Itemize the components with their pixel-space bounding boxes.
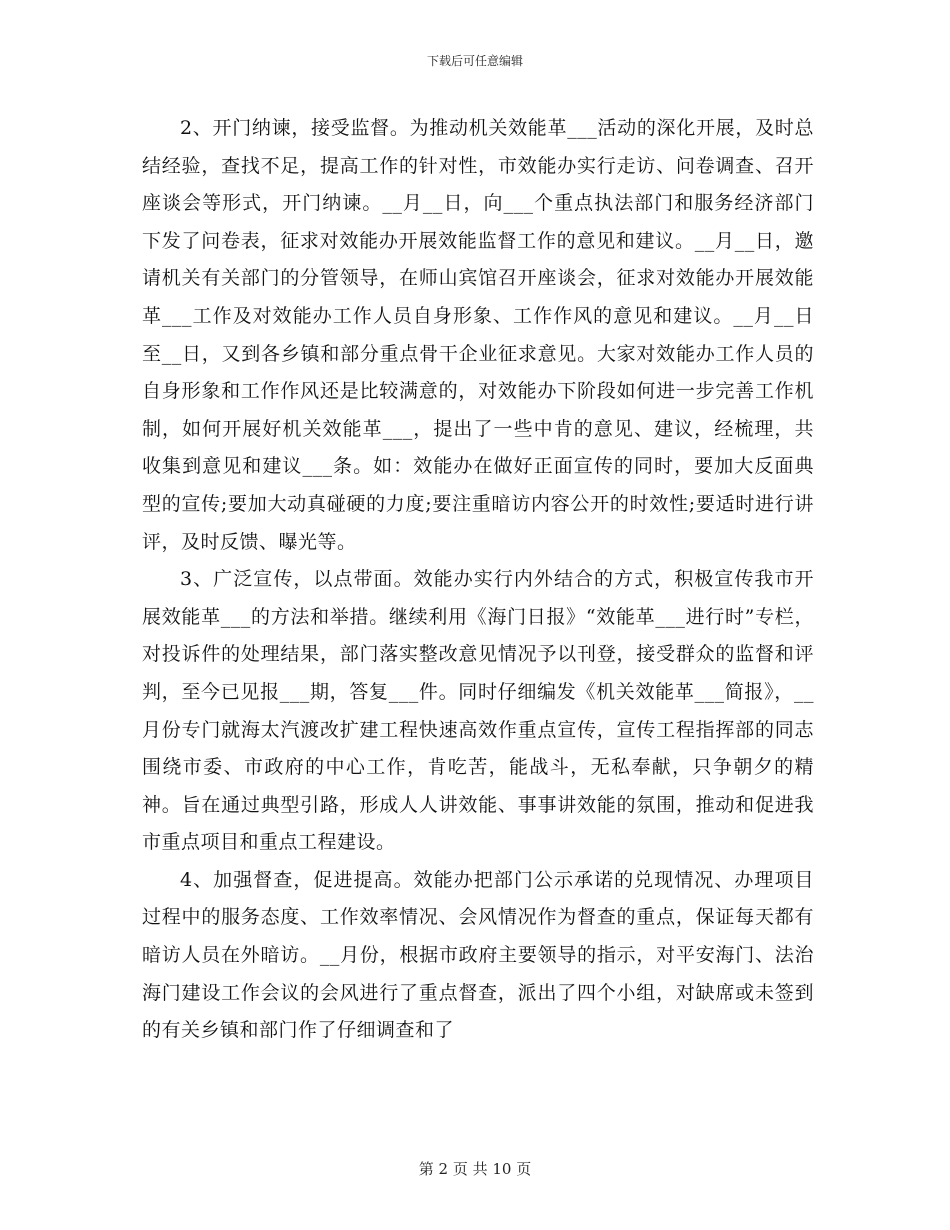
page-header-note: 下载后可任意编辑 xyxy=(426,54,523,68)
paragraph-section-4: 4、加强督查，促进提高。效能办把部门公示承诺的兑现情况、办理项目过程中的服务态度、工作效率情况、会风情况作为督查的重点，保证每天都有暗访人员在外暗访。__月份，根据市政府主要领导的指示，对平安海门、法治海门建设工作会议的会风进行了重点督查，派出了四个小组，对缺席或未签到的有关乡镇和部门作了仔细调查和了 xyxy=(142,868,814,1042)
paragraph-section-2: 2、开门纳谏，接受监督。为推动机关效能革___活动的深化开展，及时总结经验，查找不足，提高工作的针对性，市效能办实行走访、问卷调查、召开座谈会等形式，开门纳谏。__月__日，向___个重点执法部门和服务经济部门下发了问卷表，征求对效能办开展效能监督工作的意见和建议。__月__日，邀请机关有关部门的分管领导，在师山宾馆召开座谈会，征求对效能办开展效能革___工作及对效能办工作人员自身形象、工作作风的意见和建议。__月__日至__日，又到各乡镇和部分重点骨干企业征求意见。大家对效能办工作人员的自身形象和工作作风还是比较满意的，对效能办下阶段如何进一步完善工作机制，如何开展好机关效能革___，提出了一些中肯的意见、建议，经梳理，共收集到意见和建议___条。如：效能办在做好正面宣传的同时，要加大反面典型的宣传;要加大动真碰硬的力度;要注重暗访内容公开的时效性;要适时进行讲评，及时反馈、曝光等。 xyxy=(142,117,814,553)
document-body xyxy=(142,110,814,1050)
paragraph-section-3: 3、广泛宣传，以点带面。效能办实行内外结合的方式，积极宣传我市开展效能革___的方法和举措。继续利用《海门日报》“效能革___进行时”专栏，对投诉件的处理结果，部门落实整改意见情况予以刊登，接受群众的监督和评判，至今已见报___期，答复___件。同时仔细编发《机关效能革___简报》，__月份专门就海太汽渡改扩建工程快速高效作重点宣传，宣传工程指挥部的同志围绕市委、市政府的中心工作，肯吃苦，能战斗，无私奉献，只争朝夕的精神。旨在通过典型引路，形成人人讲效能、事事讲效能的氛围，推动和促进我市重点项目和重点工程建设。 xyxy=(142,568,814,854)
page-number: 第 2 页 共 10 页 xyxy=(418,1160,532,1178)
